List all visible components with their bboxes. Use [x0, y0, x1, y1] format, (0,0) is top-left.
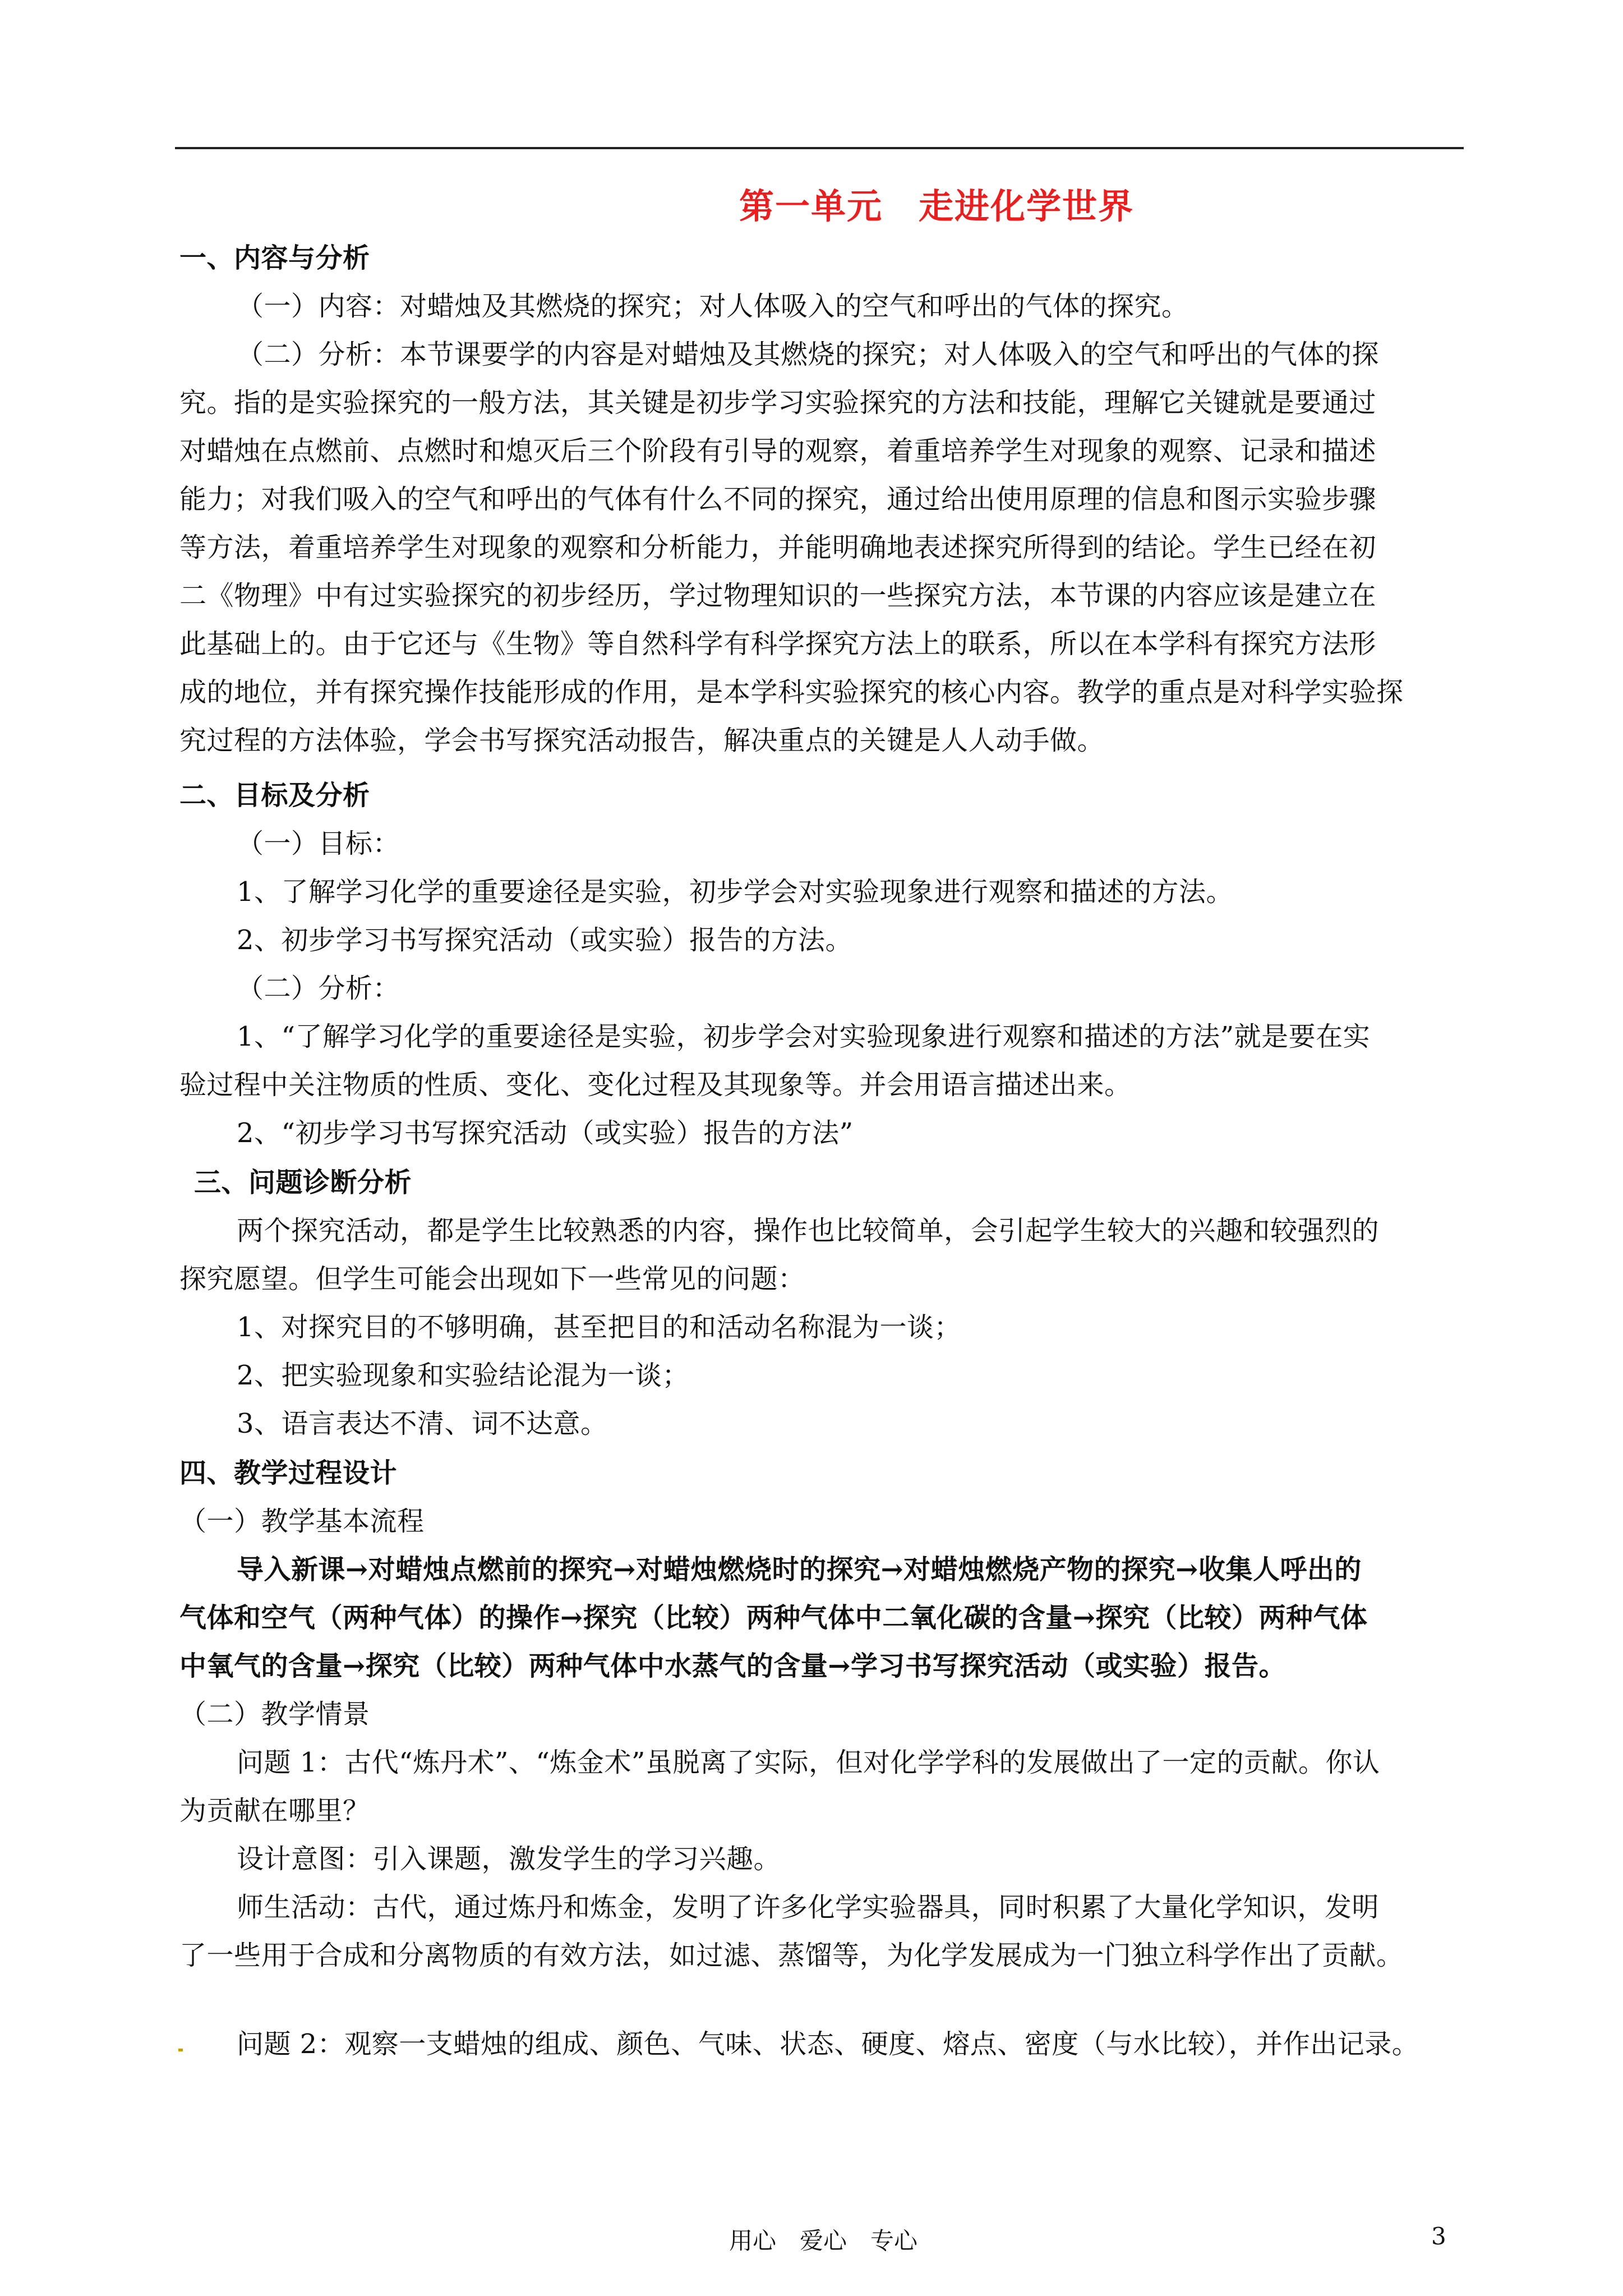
design-intent: 设计意图：引入课题，激发学生的学习兴趣。: [237, 1843, 781, 1875]
problem-item: 2、把实验现象和实验结论混为一谈；: [237, 1360, 690, 1391]
page-number: 3: [1431, 2223, 1446, 2250]
question-1: 问题 1：古代“炼丹术”、“炼金术”虽脱离了实际，但对化学学科的发展做出了一定的贡献。你认: [237, 1747, 1380, 1778]
analysis-line: 究。指的是实验探究的一般方法，其关键是初步学习实验探究的方法和技能，理解它关键就是要通过: [179, 387, 1377, 418]
problem-item: 3、语言表达不清、词不达意。: [237, 1408, 608, 1439]
section-heading-2: 二、目标及分析: [179, 780, 370, 811]
analysis-line: 此基础上的。由于它还与《生物》等自然科学有科学探究方法上的联系，所以在本学科有探究方法形: [179, 628, 1377, 660]
subheading-scene: （二）教学情景: [179, 1699, 370, 1730]
analysis-line: 成的地位，并有探究操作技能形成的作用，是本学科实验探究的核心内容。教学的重点是对科学实验探: [179, 677, 1404, 708]
analysis-line: 二《物理》中有过实验探究的初步经历，学过物理知识的一些探究方法，本节课的内容应该是建立在: [179, 580, 1377, 611]
problem-paragraph: 探究愿望。但学生可能会出现如下一些常见的问题：: [179, 1263, 805, 1295]
content-paragraph: （一）内容：对蜡烛及其燃烧的探究；对人体吸入的空气和呼出的气体的探究。: [237, 291, 1189, 322]
analysis-line: 究过程的方法体验，学会书写探究活动报告，解决重点的关键是人人动手做。: [179, 725, 1105, 756]
teacher-student-activity: 师生活动：古代，通过炼丹和炼金，发明了许多化学实验器具，同时积累了大量化学知识，发明: [237, 1892, 1380, 1923]
analysis-line: （二）分析：本节课要学的内容是对蜡烛及其燃烧的探究；对人体吸入的空气和呼出的气体的探: [237, 339, 1380, 370]
question-2: 问题 2：观察一支蜡烛的组成、颜色、气味、状态、硬度、熔点、密度（与水比较），并作出记录。: [237, 2028, 1419, 2060]
analysis-item: 2、“初步学习书写探究活动（或实验）报告的方法”: [237, 1117, 854, 1149]
problem-item: 1、对探究目的不够明确，甚至把目的和活动名称混为一谈；: [237, 1312, 962, 1343]
unit-title: 第一单元 走进化学世界: [739, 186, 1135, 227]
analysis-label: （二）分析：: [237, 973, 400, 1004]
analysis-item: 1、“了解学习化学的重要途径是实验，初步学会对实验现象进行观察和描述的方法”就是要在实: [237, 1021, 1371, 1052]
goal-item: 2、初步学习书写探究活动（或实验）报告的方法。: [237, 924, 853, 956]
flow-line: 中氧气的含量→探究（比较）两种气体中水蒸气的含量→学习书写探究活动（或实验）报告。: [179, 1650, 1286, 1682]
analysis-line: 对蜡烛在点燃前、点燃时和熄灭后三个阶段有引导的观察，着重培养学生对现象的观察、记录和描述: [179, 435, 1377, 467]
problem-paragraph: 两个探究活动，都是学生比较熟悉的内容，操作也比较简单，会引起学生较大的兴趣和较强烈的: [237, 1215, 1380, 1246]
header-rule: [175, 147, 1464, 149]
analysis-line: 能力；对我们吸入的空气和呼出的气体有什么不同的探究，通过给出使用原理的信息和图示实验步骤: [179, 484, 1377, 515]
flow-line: 导入新课→对蜡烛点燃前的探究→对蜡烛燃烧时的探究→对蜡烛燃烧产物的探究→收集人呼出的: [237, 1554, 1362, 1585]
section-heading-4: 四、教学过程设计: [179, 1457, 398, 1489]
subheading-flow: （一）教学基本流程: [179, 1506, 425, 1537]
flow-line: 气体和空气（两种气体）的操作→探究（比较）两种气体中二氧化碳的含量→探究（比较）两种气体: [179, 1602, 1368, 1634]
teacher-student-activity: 了一些用于合成和分离物质的有效方法，如过滤、蒸馏等，为化学发展成为一门独立科学作出了贡献。: [179, 1940, 1404, 1971]
analysis-item: 验过程中关注物质的性质、变化、变化过程及其现象等。并会用语言描述出来。: [179, 1069, 1132, 1101]
goal-label: （一）目标：: [237, 828, 400, 859]
analysis-line: 等方法，着重培养学生对现象的观察和分析能力，并能明确地表述探究所得到的结论。学生已经在初: [179, 532, 1377, 563]
section-heading-1: 一、内容与分析: [179, 242, 370, 274]
goal-item: 1、了解学习化学的重要途径是实验，初步学会对实验现象进行观察和描述的方法。: [237, 876, 1234, 908]
section-heading-3: 三、问题诊断分析: [194, 1167, 412, 1198]
question-1: 为贡献在哪里？: [179, 1795, 370, 1826]
stray-mark: [178, 2049, 183, 2051]
footer-motto: 用心 爱心 专心: [729, 2227, 918, 2254]
